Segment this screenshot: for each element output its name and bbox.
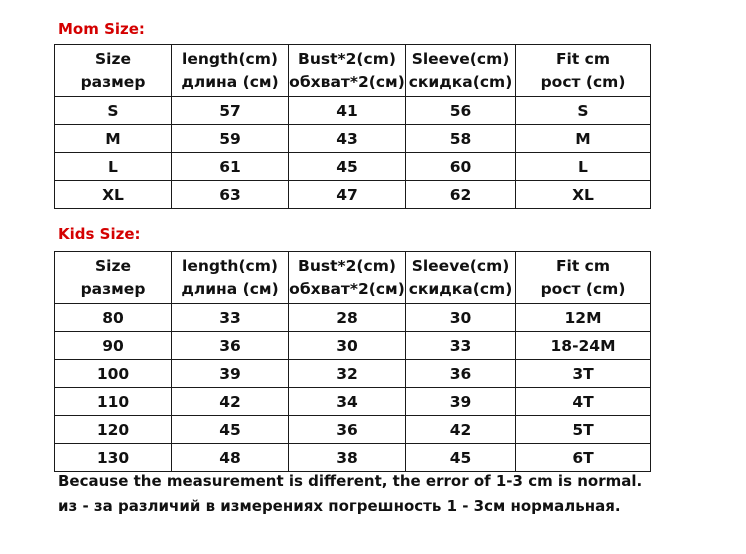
table-cell: 60 [406, 153, 516, 181]
header-label-ru: рост (cm) [540, 72, 626, 91]
table-cell: 36 [406, 360, 516, 388]
table-row [55, 388, 651, 416]
table-cell: L [55, 153, 172, 181]
table-cell: M [55, 125, 172, 153]
table-row [55, 153, 651, 181]
table-cell: 36 [289, 416, 406, 444]
header-label-ru: длина (см) [181, 279, 279, 298]
header-cell [516, 45, 651, 97]
table-row [55, 444, 651, 472]
table-cell: 80 [55, 304, 172, 332]
table-cell: 57 [172, 97, 289, 125]
mom-header-row [55, 45, 651, 97]
table-cell: 130 [55, 444, 172, 472]
table-cell: 18-24M [516, 332, 651, 360]
table-cell: 39 [172, 360, 289, 388]
table-cell: 38 [289, 444, 406, 472]
table-cell: 62 [406, 181, 516, 209]
header-label-ru: обхват*2(см) [289, 72, 405, 91]
header-label-en: Bust*2(cm) [298, 256, 396, 275]
table-cell: 45 [289, 153, 406, 181]
header-label-ru: скидка(cm) [408, 72, 513, 91]
header-label-en: Size [94, 49, 131, 68]
table-row [55, 360, 651, 388]
table-cell: 34 [289, 388, 406, 416]
header-cell [172, 45, 289, 97]
kids-size-table [54, 251, 651, 472]
table-cell: 39 [406, 388, 516, 416]
header-label-ru: размер [80, 72, 146, 91]
table-cell: 59 [172, 125, 289, 153]
header-label-en: Fit cm [555, 256, 611, 275]
table-cell: 33 [172, 304, 289, 332]
header-label-ru: скидка(cm) [408, 279, 513, 298]
table-cell: 36 [172, 332, 289, 360]
kids-header-row [55, 252, 651, 304]
header-label-ru: размер [80, 279, 146, 298]
table-cell: 63 [172, 181, 289, 209]
table-cell: XL [55, 181, 172, 209]
table-row [55, 304, 651, 332]
table-cell: 100 [55, 360, 172, 388]
table-cell: 3T [516, 360, 651, 388]
table-cell: XL [516, 181, 651, 209]
mom-size-table [54, 44, 651, 209]
mom-size-title: Mom Size: [58, 20, 145, 38]
table-cell: 61 [172, 153, 289, 181]
kids-size-title: Kids Size: [58, 225, 141, 243]
table-cell: 120 [55, 416, 172, 444]
table-cell: 90 [55, 332, 172, 360]
table-row [55, 125, 651, 153]
table-cell: L [516, 153, 651, 181]
table-cell: 45 [406, 444, 516, 472]
header-cell [289, 45, 406, 97]
measurement-note-russian: из - за различий в измерениях погрешность 1 - 3см нормальная. [58, 497, 621, 515]
table-cell: 4T [516, 388, 651, 416]
table-row [55, 416, 651, 444]
header-label-ru: рост (cm) [540, 279, 626, 298]
table-cell: S [516, 97, 651, 125]
header-label-en: Bust*2(cm) [298, 49, 396, 68]
table-row [55, 332, 651, 360]
header-cell [55, 45, 172, 97]
table-cell: 32 [289, 360, 406, 388]
table-cell: 6T [516, 444, 651, 472]
header-cell [172, 252, 289, 304]
header-label-en: length(cm) [182, 256, 278, 275]
header-label-ru: длина (см) [181, 72, 279, 91]
header-cell [55, 252, 172, 304]
header-cell [516, 252, 651, 304]
table-cell: 45 [172, 416, 289, 444]
table-cell: 43 [289, 125, 406, 153]
table-cell: 28 [289, 304, 406, 332]
header-cell [406, 45, 516, 97]
table-cell: 33 [406, 332, 516, 360]
table-cell: 5T [516, 416, 651, 444]
table-cell: 47 [289, 181, 406, 209]
table-cell: S [55, 97, 172, 125]
table-cell: 42 [406, 416, 516, 444]
header-label-en: Sleeve(cm) [411, 256, 510, 275]
table-row [55, 181, 651, 209]
header-label-en: Size [94, 256, 131, 275]
table-cell: 12M [516, 304, 651, 332]
table-cell: 110 [55, 388, 172, 416]
table-cell: M [516, 125, 651, 153]
header-cell [406, 252, 516, 304]
table-cell: 30 [289, 332, 406, 360]
table-row [55, 97, 651, 125]
measurement-note-english: Because the measurement is different, the error of 1-3 cm is normal. [58, 472, 643, 490]
table-cell: 42 [172, 388, 289, 416]
table-cell: 48 [172, 444, 289, 472]
table-cell: 56 [406, 97, 516, 125]
header-label-en: length(cm) [182, 49, 278, 68]
table-cell: 58 [406, 125, 516, 153]
header-label-en: Sleeve(cm) [411, 49, 510, 68]
header-label-ru: обхват*2(см) [289, 279, 405, 298]
table-cell: 41 [289, 97, 406, 125]
header-label-en: Fit cm [555, 49, 611, 68]
header-cell [289, 252, 406, 304]
table-cell: 30 [406, 304, 516, 332]
